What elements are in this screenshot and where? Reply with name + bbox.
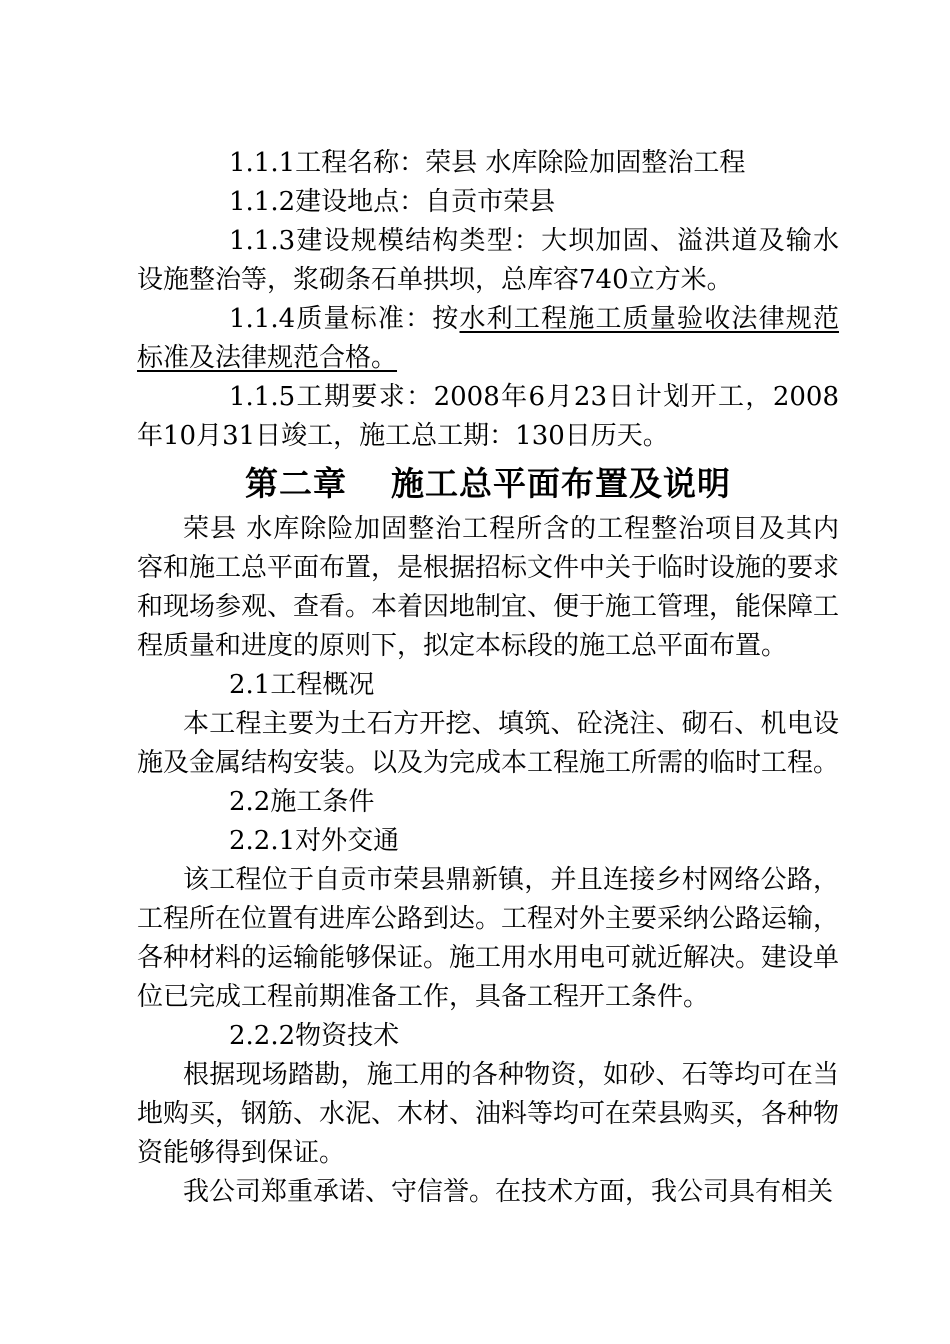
item-1-1-2 — [137, 183, 839, 222]
chapter-title: 施工总平面布置及说明 — [391, 464, 731, 503]
item-text: 工程名称：荣县 水库除险加固整治工程 — [295, 148, 746, 178]
item-number: 1.1.4 — [229, 304, 296, 334]
quality-standard-underlined: 水利工程施工质量验收法律规范标准及法律规范合格。 — [137, 304, 839, 373]
section-title: 施工条件 — [270, 787, 375, 817]
item-1-1-4 — [137, 300, 839, 378]
section-2-2-2-heading — [137, 1017, 839, 1056]
item-1-1-1 — [137, 144, 839, 183]
item-text: 工期要求：2008年6月23日计划开工，2008年10月31日竣工，施工总工期：130日历天。 — [137, 382, 839, 451]
item-number: 1.1.5 — [229, 382, 296, 412]
section-2-2-2-body-continued: 我公司郑重承诺、守信誉。在技术方面，我公司具有相关 — [183, 1177, 834, 1207]
section-number: 2.2.2 — [229, 1021, 296, 1051]
section-2-2-1-body: 该工程位于自贡市荣县鼎新镇，并且连接乡村网络公路，工程所在位置有进库公路到达。工程对外主要采纳公路运输，各种材料的运输能够保证。施工用水用电可就近解决。建设单位已完成工程前期准备工作，具备工程开工条件。 — [137, 865, 840, 1012]
section-2-2-2-body: 根据现场踏勘，施工用的各种物资，如砂、石等均可在当地购买，钢筋、水泥、木材、油料等均可在荣县购买，各种物资能够得到保证。 — [137, 1060, 840, 1168]
section-number: 2.2 — [229, 787, 271, 817]
section-2-1-heading — [137, 666, 839, 705]
section-2-1-body: 本工程主要为土石方开挖、填筑、砼浇注、砌石、机电设施及金属结构安装。以及为完成本工程施工所需的临时工程。 — [137, 709, 840, 778]
item-1-1-3 — [137, 222, 839, 300]
item-number: 1.1.2 — [229, 187, 296, 217]
section-title: 工程概况 — [270, 670, 375, 700]
chapter-number: 第二章 — [245, 464, 347, 503]
item-number: 1.1.1 — [229, 148, 296, 178]
item-1-1-5 — [137, 378, 839, 456]
chapter-heading — [137, 458, 839, 510]
section-title: 对外交通 — [295, 826, 400, 856]
section-title: 物资技术 — [295, 1021, 400, 1051]
intro-paragraph: 荣县 水库除险加固整治工程所含的工程整治项目及其内容和施工总平面布置，是根据招标文件中关于临时设施的要求和现场参观、查看。本着因地制宜、便于施工管理，能保障工程质量和进度的原则下，拟定本标段的施工总平面布置。 — [137, 514, 840, 661]
section-2-2-heading — [137, 783, 839, 822]
document-content — [137, 144, 839, 1212]
section-2-2-1-heading — [137, 822, 839, 861]
item-text: 建设规模结构类型：大坝加固、溢洪道及输水设施整治等，浆砌条石单拱坝，总库容740立方米。 — [137, 226, 839, 295]
item-text-prefix: 质量标准：按 — [295, 304, 460, 334]
section-number: 2.2.1 — [229, 826, 296, 856]
item-text: 建设地点：自贡市荣县 — [295, 187, 556, 217]
item-number: 1.1.3 — [229, 226, 296, 256]
section-number: 2.1 — [229, 670, 271, 700]
